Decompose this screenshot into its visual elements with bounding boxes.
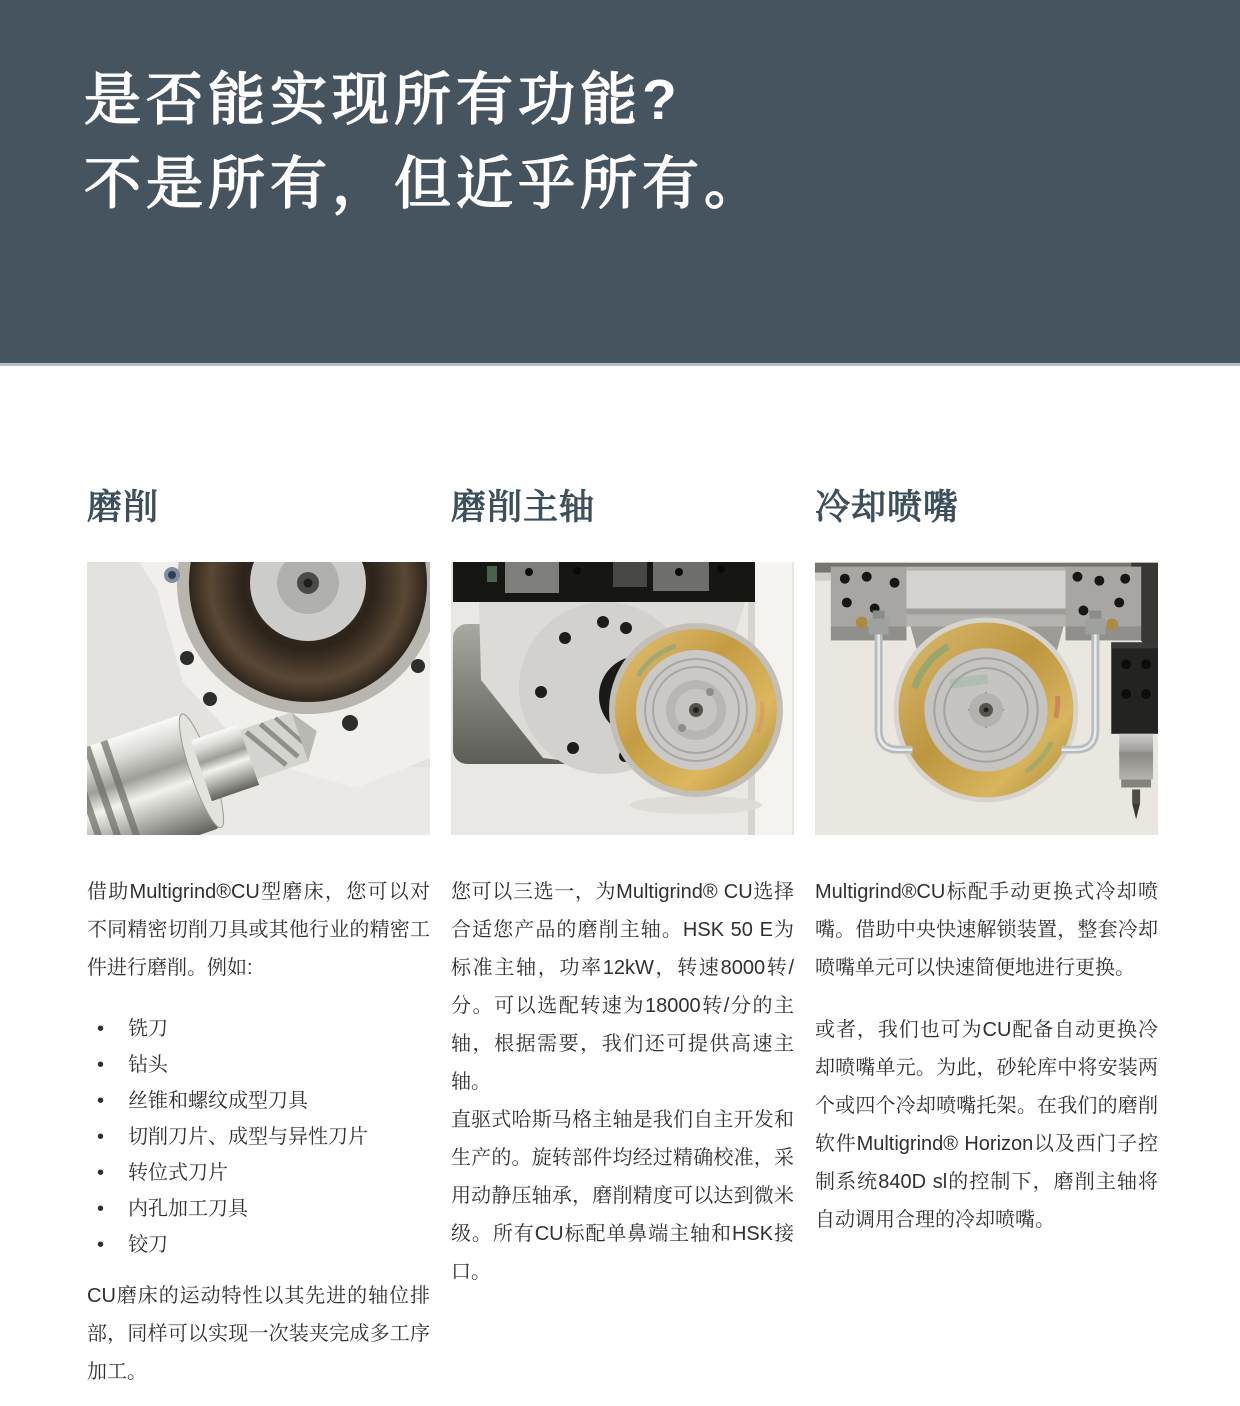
list-item: • 切削刀片、成型与异性刀片 xyxy=(87,1119,430,1155)
grinding-wheel-and-milling-cutter-photo xyxy=(87,562,430,835)
column-spindle-text xyxy=(451,873,794,1291)
column-grinding-text xyxy=(87,873,430,1391)
column-grinding xyxy=(87,488,430,1391)
grinding-closing-paragraph: CU磨床的运动特性以其先进的轴位排部，同样可以实现一次装夹完成多工序加工。 xyxy=(87,1285,430,1383)
coolant-paragraph-2: 或者，我们也可为CU配备自动更换冷却喷嘴单元。为此，砂轮库中将安装两个或四个冷却喷嘴托架。在我们的磨削软件Multigrind® Horizon以及西门子控制系统840D sl的控制下，磨削主轴将自动调用合理的冷却喷嘴。 xyxy=(815,1019,1158,1231)
coolant-nozzle-unit-photo xyxy=(815,562,1158,835)
grinding-photo-illustration xyxy=(87,562,430,835)
column-heading-grinding-spindle: 磨削主轴 xyxy=(451,488,596,527)
spindle-paragraph-2: 直驱式哈斯马格主轴是我们自主开发和生产的。旋转部件均经过精确校准，采用动静压轴承，磨削精度可以达到微米级。所有CU标配单鼻端主轴和HSK接口。 xyxy=(451,1109,794,1283)
grinding-intro-paragraph: 借助Multigrind®CU型磨床，您可以对不同精密切削刀具或其他行业的精密工件进行磨削。例如: xyxy=(87,881,430,979)
three-column-section xyxy=(0,366,1240,1391)
hero-banner xyxy=(0,0,1240,366)
list-item: • 铣刀 xyxy=(87,1011,430,1047)
list-item: • 内孔加工刀具 xyxy=(87,1191,430,1227)
list-item: • 钻头 xyxy=(87,1047,430,1083)
list-item: • 丝锥和螺纹成型刀具 xyxy=(87,1083,430,1119)
column-heading-grinding: 磨削 xyxy=(87,488,160,527)
grinding-tool-list xyxy=(87,1011,430,1263)
coolant-paragraph-1: Multigrind®CU标配手动更换式冷却喷嘴。借助中央快速解锁装置，整套冷却喷嘴单元可以快速简便地进行更换。 xyxy=(815,881,1158,979)
grinding-spindle-gold-wheel-photo xyxy=(451,562,794,835)
column-coolant-text xyxy=(815,873,1158,1239)
coolant-photo-illustration xyxy=(815,562,1158,835)
column-coolant-nozzle xyxy=(815,488,1158,1391)
spindle-paragraph-1: 您可以三选一，为Multigrind® CU选择合适您产品的磨削主轴。HSK 50 E为标准主轴，功率12kW，转速8000转/分。可以选配转速为18000转/分的主轴，根据需要，我们还可提供高速主轴。 xyxy=(451,881,794,1093)
column-heading-coolant-nozzle: 冷却喷嘴 xyxy=(815,488,960,527)
spindle-photo-illustration xyxy=(451,562,794,835)
hero-title-line-1: 是否能实现所有功能? xyxy=(84,68,682,132)
list-item: • 铰刀 xyxy=(87,1227,430,1263)
column-grinding-spindle xyxy=(451,488,794,1391)
list-item: • 转位式刀片 xyxy=(87,1155,430,1191)
hero-title-line-2: 不是所有，但近乎所有。 xyxy=(84,152,766,216)
